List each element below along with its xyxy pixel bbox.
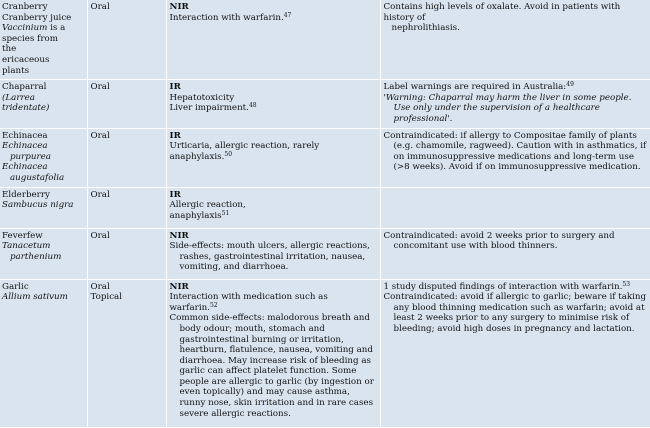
herb-cell bbox=[0, 80, 87, 128]
herb-name-line bbox=[2, 241, 84, 252]
comment-text: nephrolithiasis. bbox=[391, 23, 460, 34]
effect-line bbox=[170, 241, 377, 273]
herb-name-line bbox=[2, 23, 84, 34]
herb-name-line bbox=[2, 82, 84, 93]
effect-text: Allergic reaction, bbox=[169, 200, 246, 211]
evidence-level: NIR bbox=[169, 230, 189, 241]
table-row bbox=[0, 0, 650, 80]
herb-name-text: Echinacea bbox=[2, 162, 48, 173]
herb-name-line bbox=[2, 152, 84, 163]
reference-number: 52 bbox=[209, 301, 218, 309]
herb-name-text: Cranberry bbox=[2, 2, 48, 12]
evidence-level: IR bbox=[169, 189, 181, 200]
comments-cell bbox=[380, 228, 650, 279]
evidence-level: NIR bbox=[169, 2, 189, 12]
evidence-level: NIR bbox=[169, 281, 189, 292]
effect-text: Side-effects: mouth ulcers, allergic reactions, rashes, gastrointestinal irritation, nausea, vomiting, and diarrhoea. bbox=[169, 241, 370, 273]
herb-name-line bbox=[2, 282, 84, 293]
effects-cell bbox=[166, 279, 380, 427]
table-row bbox=[0, 128, 650, 187]
herb-name-line bbox=[2, 13, 84, 24]
effect-line bbox=[170, 141, 377, 162]
herb-name-text: Elderberry bbox=[2, 189, 50, 200]
route-text: Oral bbox=[90, 82, 110, 93]
herb-name-line bbox=[2, 66, 84, 77]
table-row bbox=[0, 279, 650, 427]
route-text: Oral bbox=[90, 230, 110, 241]
effect-text: anaphylaxis bbox=[169, 210, 222, 221]
route-text: Oral bbox=[90, 189, 110, 200]
herb-name-text: Chaparral bbox=[2, 82, 47, 93]
herb-name-line bbox=[2, 231, 84, 242]
table-row bbox=[0, 228, 650, 279]
herb-name-text: Echinacea bbox=[2, 130, 48, 141]
comment-text: Contraindicated: if allergy to Compositae family of plants (e.g. chamomile, ragweed). Caution with in asthmatics, if on immunosuppressive medications and long-term use (>8 weeks). Avoid if on immunosuppressive medication. bbox=[383, 130, 647, 173]
herb-cell bbox=[0, 0, 87, 80]
herb-name-line bbox=[2, 44, 84, 55]
route-text: Oral bbox=[90, 130, 110, 141]
route-text: Topical bbox=[90, 292, 123, 303]
herb-name-text: Tanacetum bbox=[2, 241, 51, 252]
herb-name-line bbox=[2, 55, 84, 66]
effect-text: Interaction with medication such as warfarin. bbox=[169, 292, 328, 313]
comment-text: Contains high levels of oxalate. Avoid in patients with history of bbox=[383, 2, 621, 23]
comment-line bbox=[384, 292, 648, 334]
effects-cell bbox=[166, 128, 380, 187]
herb-name-line bbox=[2, 141, 84, 152]
comment-line bbox=[384, 82, 648, 93]
herb-name-line bbox=[2, 190, 84, 201]
herb-name-text: parthenium bbox=[10, 251, 62, 262]
effect-line bbox=[170, 200, 377, 211]
table-row bbox=[0, 80, 650, 128]
comment-text: Contraindicated: avoid 2 weeks prior to surgery and concomitant use with blood thinners. bbox=[383, 230, 615, 252]
reference-number: 53 bbox=[622, 280, 631, 288]
effect-text: Urticaria, allergic reaction, rarely anaphylaxis. bbox=[169, 141, 320, 162]
herb-name-line bbox=[2, 173, 84, 184]
table-row bbox=[0, 187, 650, 228]
effect-line bbox=[170, 103, 377, 114]
comment-line bbox=[384, 93, 648, 125]
comment-line bbox=[384, 231, 648, 252]
effect-line bbox=[170, 292, 377, 313]
route-cell bbox=[87, 187, 166, 228]
herb-name-line bbox=[2, 200, 84, 211]
comments-cell bbox=[380, 187, 650, 228]
herb-name-text: augustafolia bbox=[10, 172, 65, 183]
effect-line bbox=[170, 13, 377, 24]
evidence-level: IR bbox=[169, 130, 181, 141]
comment-text: 'Warning: Chaparral may harm the liver in some people. Use only under the supervision of a healthcare professional'. bbox=[383, 92, 632, 124]
effect-text: Liver impairment. bbox=[169, 103, 249, 114]
comment-line bbox=[384, 2, 648, 23]
effect-line bbox=[170, 313, 377, 419]
route-cell bbox=[87, 128, 166, 187]
herb-name-text: Cranberry juice bbox=[2, 12, 72, 23]
comment-text: Contraindicated: avoid if allergic to garlic; beware if taking any blood thinning medication such as warfarin; avoid at least 2 weeks prior to any surgery to minimise risk of bleeding; avoid high doses in pregnancy and lactation. bbox=[383, 292, 647, 334]
route-text: Oral bbox=[90, 281, 110, 292]
reference-number: 50 bbox=[224, 150, 233, 158]
herb-name-text: Echinacea bbox=[2, 141, 48, 152]
reference-number: 48 bbox=[248, 102, 257, 110]
herb-name-text: plants bbox=[2, 65, 30, 76]
herb-name-text: (Larrea tridentate) bbox=[2, 92, 50, 114]
herb-name-line bbox=[2, 131, 84, 142]
herb-name-suffix: is a bbox=[47, 23, 66, 34]
herb-name-text: purpurea bbox=[10, 151, 51, 162]
route-cell bbox=[87, 80, 166, 128]
herb-name-text: Allium sativum bbox=[2, 292, 68, 303]
comments-cell bbox=[380, 128, 650, 187]
herb-name-line bbox=[2, 2, 84, 13]
comment-line bbox=[384, 282, 648, 293]
comment-text: 1 study disputed findings of interaction with warfarin. bbox=[383, 281, 623, 292]
effect-text: Interaction with warfarin. bbox=[169, 12, 284, 23]
route-cell bbox=[87, 0, 166, 80]
reference-number: 51 bbox=[221, 209, 230, 217]
herb-name-text: Sambucus nigra bbox=[2, 200, 74, 211]
route-cell bbox=[87, 279, 166, 427]
comments-cell bbox=[380, 0, 650, 80]
herb-name-line bbox=[2, 34, 84, 45]
route-text: Oral bbox=[90, 2, 110, 12]
comments-cell bbox=[380, 80, 650, 128]
herb-name-text: species from bbox=[2, 33, 59, 44]
effects-cell bbox=[166, 0, 380, 80]
effects-cell bbox=[166, 187, 380, 228]
comment-line bbox=[384, 131, 648, 173]
herb-name-text: Garlic bbox=[2, 281, 29, 292]
comments-cell bbox=[380, 279, 650, 427]
comment-line bbox=[384, 23, 648, 34]
effects-cell bbox=[166, 228, 380, 279]
effects-cell bbox=[166, 80, 380, 128]
effect-line bbox=[170, 211, 377, 222]
herb-cell bbox=[0, 228, 87, 279]
herb-name-line bbox=[2, 162, 84, 173]
reference-number: 47 bbox=[283, 11, 292, 19]
herb-name-text: Feverfew bbox=[2, 230, 43, 241]
herb-cell bbox=[0, 187, 87, 228]
herb-name-line bbox=[2, 93, 84, 114]
effect-text: Hepatotoxicity bbox=[169, 92, 235, 103]
herb-name-line bbox=[2, 292, 84, 303]
herb-name-text: Vaccinium bbox=[2, 23, 48, 34]
evidence-level: IR bbox=[169, 82, 181, 93]
herb-name-line bbox=[2, 252, 84, 263]
effect-text: Common side-effects: malodorous breath and body odour; mouth, stomach and gastrointestinal burning or irritation, heartburn, flatulence, nausea, vomiting and diarrhoea. May increase risk of bleeding as garlic can affect platelet function. Some people are allergic to garlic (by ingestion or even topically) and may cause asthma, runny nose, skin irritation and in rare cases severe allergic reactions. bbox=[169, 313, 374, 419]
route-cell bbox=[87, 228, 166, 279]
herb-name-text: ericaceous bbox=[2, 54, 50, 65]
herb-cell bbox=[0, 279, 87, 427]
reference-number: 49 bbox=[566, 81, 574, 89]
herb-name-text: the bbox=[2, 44, 17, 55]
effect-line bbox=[170, 93, 377, 104]
herb-cell bbox=[0, 128, 87, 187]
comment-text: Label warnings are required in Australia: bbox=[383, 82, 567, 93]
